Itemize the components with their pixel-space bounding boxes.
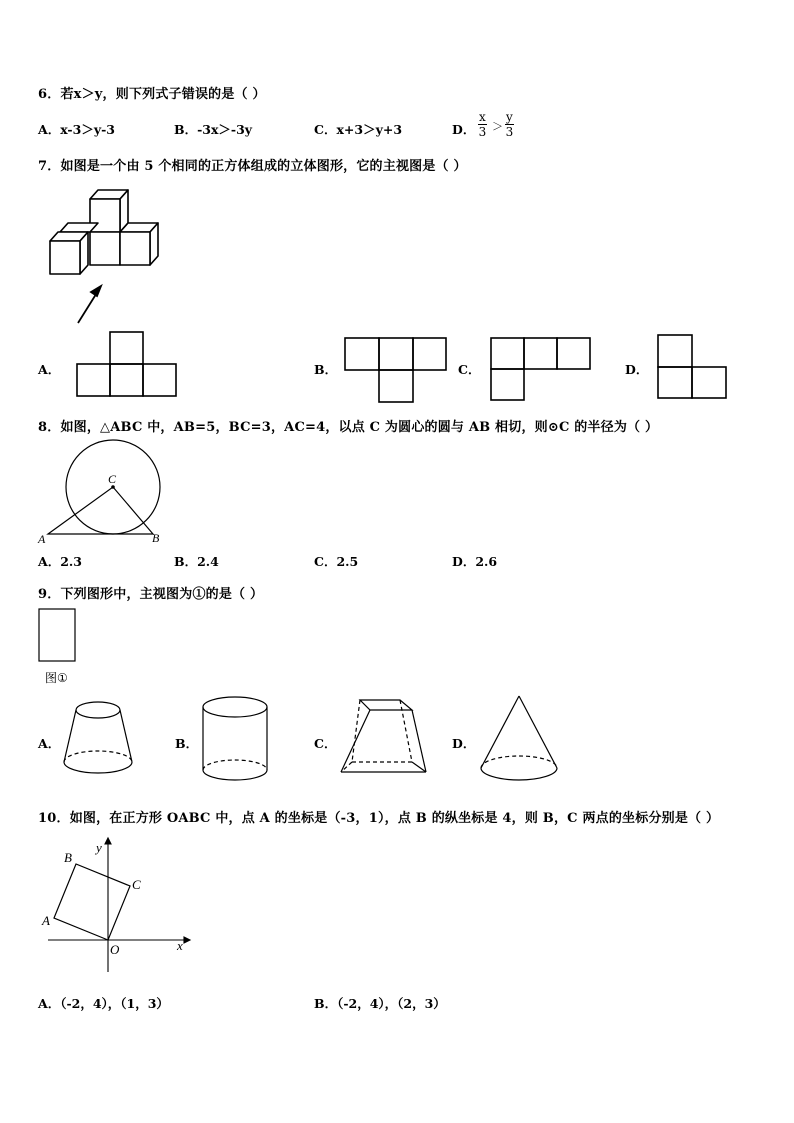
q8-option-a-text: 2.3 <box>60 554 82 569</box>
q8-option-b[interactable] <box>174 552 219 570</box>
q10-option-b-text: （-2，4），（2，3） <box>337 996 446 1011</box>
label-a: A <box>38 532 46 546</box>
q6-stem: 6．若x＞y，则下列式子错误的是（ ） <box>38 87 266 102</box>
frac-denominator: 3 <box>505 125 514 139</box>
frac-numerator: x <box>479 110 486 124</box>
q9-option-c-label[interactable]: C． <box>314 736 337 751</box>
q7-option-a-label[interactable]: A． <box>38 362 61 377</box>
q6-option-a-label: A． <box>38 122 61 137</box>
q8-option-c[interactable] <box>314 552 358 570</box>
q6-option-b-text: -3x＞-3y <box>197 122 253 137</box>
q6-option-c[interactable] <box>314 120 402 138</box>
q8-option-c-text: 2.5 <box>336 554 359 569</box>
q10-option-a-text: （-2，4），（1，3） <box>60 996 169 1011</box>
label-c: C <box>108 472 117 486</box>
label-c: C <box>132 877 141 892</box>
q9-option-d-label[interactable]: D． <box>452 736 476 751</box>
q9-option-d-cone[interactable] <box>477 694 563 786</box>
view-direction-arrow <box>78 286 101 323</box>
label-y: y <box>96 840 102 855</box>
q6-option-b-label: B． <box>174 122 198 137</box>
frac-numerator: y <box>506 110 513 124</box>
q9-stem: 9．下列图形中，主视图为①的是（ ） <box>38 587 264 602</box>
q7-option-b-label[interactable]: B． <box>314 362 338 377</box>
q10-option-a-label: A． <box>38 996 61 1011</box>
q10-option-b-label: B． <box>314 996 338 1011</box>
q6-option-d-frac-x <box>478 110 487 139</box>
q8-option-c-label: C． <box>314 554 337 569</box>
q7-solid-figure <box>40 185 170 330</box>
square-oabc <box>54 864 130 940</box>
q9-option-b-label[interactable]: B． <box>175 736 199 751</box>
q8-figure <box>36 442 166 547</box>
q8-option-d-text: 2.6 <box>475 554 498 569</box>
q9-reference-figure <box>38 608 78 664</box>
q8-option-b-text: 2.4 <box>197 554 219 569</box>
q9-figure-caption: 图① <box>45 671 68 685</box>
q10-figure <box>38 838 193 976</box>
label-b: B <box>64 850 72 865</box>
label-x: x <box>177 938 183 953</box>
q6-option-a[interactable] <box>38 120 115 138</box>
q7-option-d-label[interactable]: D． <box>625 362 649 377</box>
q7-option-c-figure[interactable] <box>490 337 592 401</box>
q8-stem: 8．如图，△ABC 中，AB=5，BC=3，AC=4，以点 C 为圆心的圆与 AB 相切，则⊙C 的半径为（ ） <box>38 420 659 435</box>
q6-option-a-text: x-3＞y-3 <box>60 122 115 137</box>
q8-option-d[interactable] <box>452 552 497 570</box>
q6-option-d-label: D． <box>452 122 476 137</box>
q10-option-a[interactable] <box>38 994 169 1012</box>
q6-option-d-gt: ＞ <box>492 120 503 133</box>
q10-stem: 10．如图，在正方形 OABC 中，点 A 的坐标是（-3，1），点 B 的纵坐标是 4，则 B，C 两点的坐标分别是（ ） <box>38 811 720 826</box>
q6-option-d[interactable] <box>452 120 475 138</box>
q6-option-c-label: C． <box>314 122 337 137</box>
q7-stem: 7．如图是一个由 5 个相同的正方体组成的立体图形，它的主视图是（ ） <box>38 159 467 174</box>
q9-option-c-prismoid[interactable] <box>338 698 430 778</box>
q6-option-c-text: x+3＞y+3 <box>336 122 403 137</box>
q6-option-b[interactable] <box>174 120 252 138</box>
label-b: B <box>152 531 160 545</box>
q6-option-d-frac-y <box>505 110 514 139</box>
q10-option-b[interactable] <box>314 994 446 1012</box>
label-a: A <box>42 913 50 928</box>
q7-option-d-figure[interactable] <box>657 334 727 399</box>
q8-option-d-label: D． <box>452 554 476 569</box>
q7-option-b-figure[interactable] <box>344 337 447 403</box>
q7-option-c-label[interactable]: C． <box>458 362 481 377</box>
q8-option-b-label: B． <box>174 554 198 569</box>
frac-denominator: 3 <box>478 125 487 139</box>
q8-option-a-label: A． <box>38 554 61 569</box>
q9-option-b-cylinder[interactable] <box>201 694 273 786</box>
q9-option-a-frustum[interactable] <box>60 698 140 780</box>
q7-option-a-figure[interactable] <box>76 331 178 397</box>
q9-option-a-label[interactable]: A． <box>38 736 61 751</box>
label-o: O <box>110 942 120 957</box>
q8-option-a[interactable] <box>38 552 82 570</box>
